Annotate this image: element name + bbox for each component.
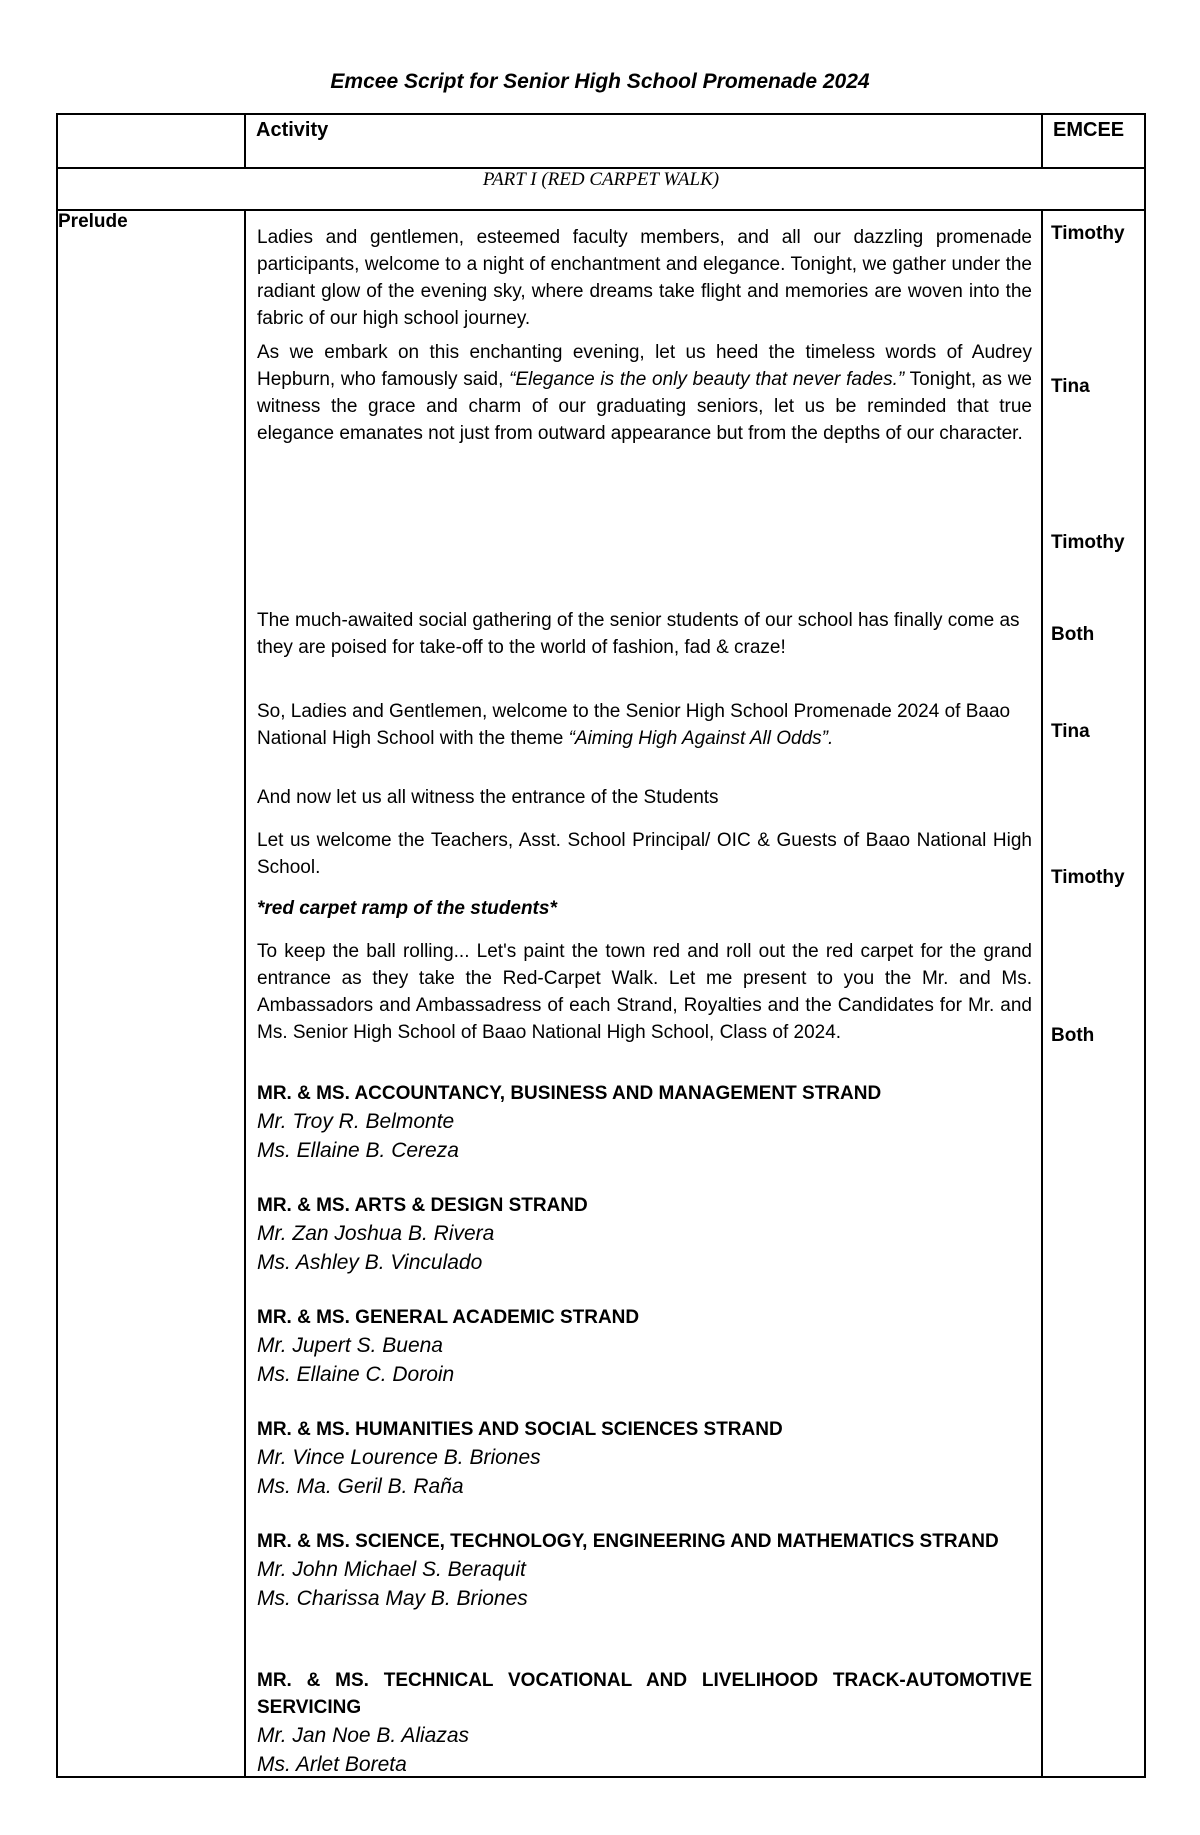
quote-text: “Elegance is the only beauty that never fades.” bbox=[509, 369, 905, 390]
paragraph-welcome-teachers: Let us welcome the Teachers, Asst. School Principal/ OIC & Guests of Baao National High School. bbox=[257, 830, 1032, 878]
strand-block bbox=[257, 1416, 1032, 1501]
mr-name: Mr. Zan Joshua B. Rivera bbox=[257, 1222, 495, 1245]
emcee-name: Both bbox=[1051, 1025, 1095, 1046]
part-row bbox=[57, 168, 1145, 210]
paragraph-text: Tonight, as we witness the grace and charm of our graduating seniors, let us be reminded that true elegance emanates not just from outward appearance but from the depths of our character. bbox=[257, 369, 1032, 444]
emcee-name: Timothy bbox=[1051, 223, 1125, 244]
ms-name: Ms. Arlet Boreta bbox=[257, 1753, 407, 1776]
strand-title: MR. & MS. TECHNICAL VOCATIONAL AND LIVELIHOOD TRACK-AUTOMOTIVE SERVICING bbox=[257, 1670, 1032, 1718]
ms-name: Ms. Ellaine C. Doroin bbox=[257, 1363, 455, 1386]
paragraph-text: So, Ladies and Gentlemen, welcome to the Senior High School Promenade 2024 of Baao National High School with the theme bbox=[257, 701, 1011, 749]
strand-block bbox=[257, 1528, 1032, 1613]
strand-title: MR. & MS. ACCOUNTANCY, BUSINESS AND MANAGEMENT STRAND bbox=[257, 1083, 882, 1104]
section-label: Prelude bbox=[57, 210, 245, 1777]
paragraph-social-gathering: The much-awaited social gathering of the senior students of our school has finally come as they are poised for take-off to the world of fashion, fad & craze! bbox=[257, 610, 1020, 658]
header-row bbox=[57, 114, 1145, 168]
document-title: Emcee Script for Senior High School Promenade 2024 bbox=[330, 70, 870, 93]
paragraph-text: As we embark on this enchanting evening, let us heed the timeless words of Audrey Hepburn, who famously said, bbox=[257, 342, 1032, 390]
emcee-name: Tina bbox=[1051, 376, 1090, 397]
theme-quote: “Aiming High Against All Odds”. bbox=[568, 728, 834, 749]
emcee-name: Timothy bbox=[1051, 532, 1125, 553]
emcee-name: Timothy bbox=[1051, 867, 1125, 888]
emcee-script-table bbox=[56, 113, 1146, 1778]
emcee-header: EMCEE bbox=[1042, 114, 1145, 168]
strand-title: MR. & MS. SCIENCE, TECHNOLOGY, ENGINEERING AND MATHEMATICS STRAND bbox=[257, 1531, 999, 1552]
emcee-cell bbox=[1042, 210, 1145, 1777]
ms-name: Ms. Charissa May B. Briones bbox=[257, 1587, 528, 1610]
ms-name: Ms. Ashley B. Vinculado bbox=[257, 1251, 483, 1274]
strand-block bbox=[257, 1304, 1032, 1389]
ms-name: Ms. Ma. Geril B. Raña bbox=[257, 1475, 464, 1498]
mr-name: Mr. Jupert S. Buena bbox=[257, 1334, 443, 1357]
paragraph-hepburn-quote bbox=[257, 339, 1032, 447]
strand-title: MR. & MS. GENERAL ACADEMIC STRAND bbox=[257, 1307, 640, 1328]
mr-name: Mr. John Michael S. Beraquit bbox=[257, 1558, 526, 1581]
part-title: PART I (RED CARPET WALK) bbox=[57, 168, 1145, 210]
strand-block bbox=[257, 1192, 1032, 1277]
paragraph-theme bbox=[257, 698, 1032, 752]
strand-block bbox=[257, 1667, 1032, 1779]
paragraph-red-carpet: To keep the ball rolling... Let's paint the town red and roll out the red carpet for the grand entrance as they take the Red-Carpet Walk. Let me present to you the Mr. and Ms. Ambassadors and Ambassadress of each Strand, Royalties and the Candidates for Mr. and Ms. Senior High School of Baao National High School, Class of 2024. bbox=[257, 941, 1032, 1043]
strand-block bbox=[257, 1080, 1032, 1165]
strand-title: MR. & MS. ARTS & DESIGN STRAND bbox=[257, 1195, 588, 1216]
stage-direction: *red carpet ramp of the students* bbox=[257, 898, 557, 919]
mr-name: Mr. Vince Lourence B. Briones bbox=[257, 1446, 541, 1469]
paragraph-entrance-students: And now let us all witness the entrance of the Students bbox=[257, 787, 719, 808]
header-empty-cell bbox=[57, 114, 245, 168]
ms-name: Ms. Ellaine B. Cereza bbox=[257, 1139, 459, 1162]
emcee-name: Both bbox=[1051, 624, 1095, 645]
emcee-name: Tina bbox=[1051, 721, 1090, 742]
strand-title: MR. & MS. HUMANITIES AND SOCIAL SCIENCES STRAND bbox=[257, 1419, 783, 1440]
paragraph-welcome: Ladies and gentlemen, esteemed faculty members, and all our dazzling promenade participants, welcome to a night of enchantment and elegance. Tonight, we gather under the radiant glow of the evening sky, where dreams take flight and memories are woven into the fabric of our high school journey. bbox=[257, 227, 1032, 329]
mr-name: Mr. Troy R. Belmonte bbox=[257, 1110, 455, 1133]
mr-name: Mr. Jan Noe B. Aliazas bbox=[257, 1724, 470, 1747]
prelude-row bbox=[57, 210, 1145, 1777]
activity-header: Activity bbox=[245, 114, 1042, 168]
activity-cell bbox=[245, 210, 1042, 1777]
